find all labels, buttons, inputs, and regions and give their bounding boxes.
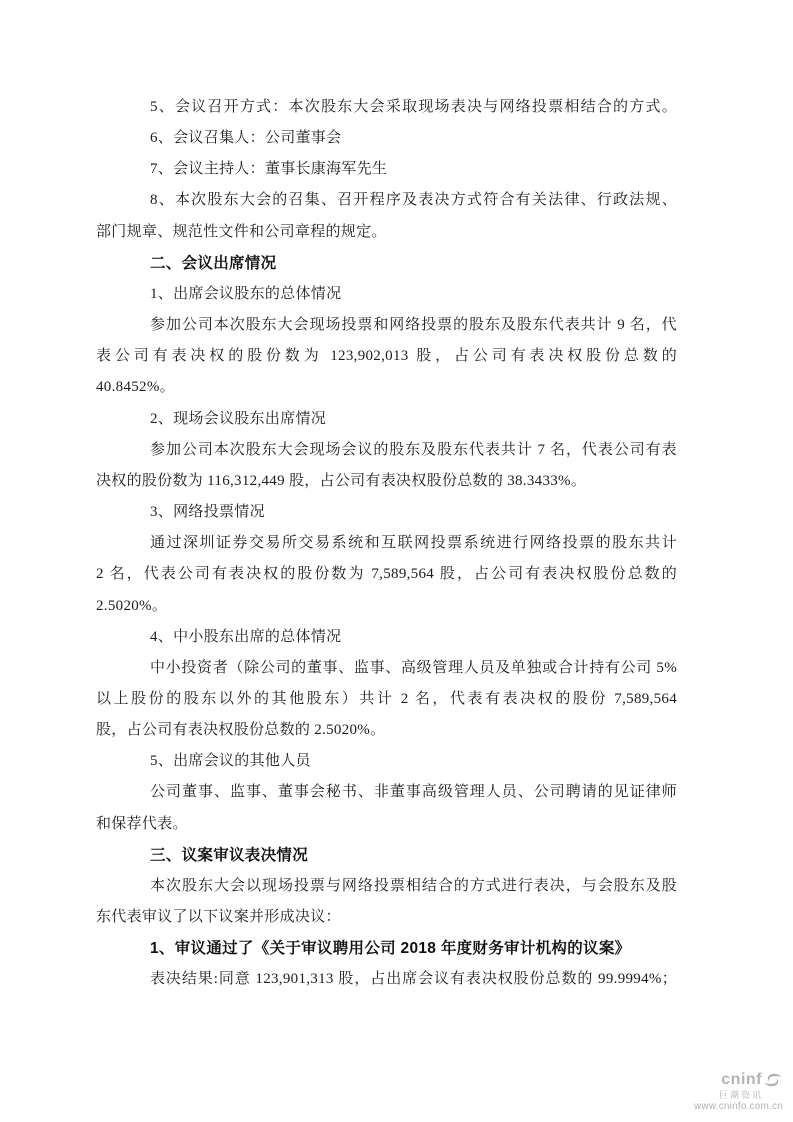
document-line: 股，占公司有表决权股份总数的 2.5020%。: [96, 722, 386, 739]
section-heading: 1、审议通过了《关于审议聘用公司 2018 年度财务审计机构的议案》: [150, 940, 631, 958]
document-line: 决权的股份数为 116,312,449 股，占公司有表决权股份总数的 38.3433%。: [96, 472, 587, 489]
document-line: 表决结果:同意 123,901,313 股，占出席会议有表决权股份总数的 99.9994%；: [150, 971, 677, 988]
document-line: 2 名，代表公司有表决权的股份数为 7,589,564 股，占公司有表决权股份总数的: [96, 566, 677, 583]
cninfo-cn-label: 巨潮资讯: [718, 1090, 763, 1100]
document-line: 40.8452%。: [96, 379, 175, 396]
cninfo-url: www.cninfo.com.cn: [694, 1101, 783, 1112]
document-line: 5、出席会议的其他人员: [150, 753, 311, 770]
section-heading: 二、会议出席情况: [150, 254, 277, 272]
document-line: 6、会议召集人：公司董事会: [150, 130, 342, 147]
document-line: 参加公司本次股东大会现场投票和网络投票的股东及股东代表共计 9 名，代: [150, 317, 677, 334]
document-line: 通过深圳证券交易所交易系统和互联网投票系统进行网络投票的股东共计: [150, 535, 677, 552]
document-line: 中小投资者（除公司的董事、监事、高级管理人员及单独或合计持有公司 5%: [150, 659, 677, 676]
document-line: 5、会议召开方式：本次股东大会采取现场表决与网络投票相结合的方式。: [150, 99, 677, 115]
document-line: 2、现场会议股东出席情况: [150, 410, 327, 427]
cninfo-logo: [673, 1070, 783, 1090]
document-line: 1、出席会议股东的总体情况: [150, 285, 342, 302]
cninfo-swirl-icon: [763, 1070, 783, 1090]
cninfo-watermark: [673, 1070, 783, 1112]
document-line: 部门规章、规范性文件和公司章程的规定。: [96, 223, 387, 240]
document-line: 和保荐代表。: [96, 815, 188, 832]
document-line: 参加公司本次股东大会现场会议的股东及股东代表共计 7 名，代表公司有表: [150, 441, 677, 458]
document-line: 表公司有表决权的股份数为 123,902,013 股，占公司有表决权股份总数的: [96, 348, 677, 365]
document-line: 公司董事、监事、董事会秘书、非董事高级管理人员、公司聘请的见证律师: [150, 784, 677, 801]
document-line: 3、网络投票情况: [150, 504, 265, 521]
document-line: 以上股份的股东以外的其他股东）共计 2 名，代表有表决权的股份 7,589,564: [96, 690, 677, 707]
document-line: 4、中小股东出席的总体情况: [150, 628, 342, 645]
document-line: 本次股东大会以现场投票与网络投票相结合的方式进行表决，与会股东及股: [150, 877, 677, 894]
document-line: 8、本次股东大会的召集、召开程序及表决方式符合有关法律、行政法规、: [150, 192, 677, 209]
section-heading: 三、议案审议表决情况: [150, 846, 309, 864]
document-line: 东代表审议了以下议案并形成决议：: [96, 909, 341, 926]
cninfo-brand-text: cninf: [721, 1071, 762, 1088]
document-body: [96, 92, 677, 996]
document-line: 7、会议主持人：董事长康海军先生: [150, 161, 388, 178]
document-line: 2.5020%。: [96, 597, 168, 614]
